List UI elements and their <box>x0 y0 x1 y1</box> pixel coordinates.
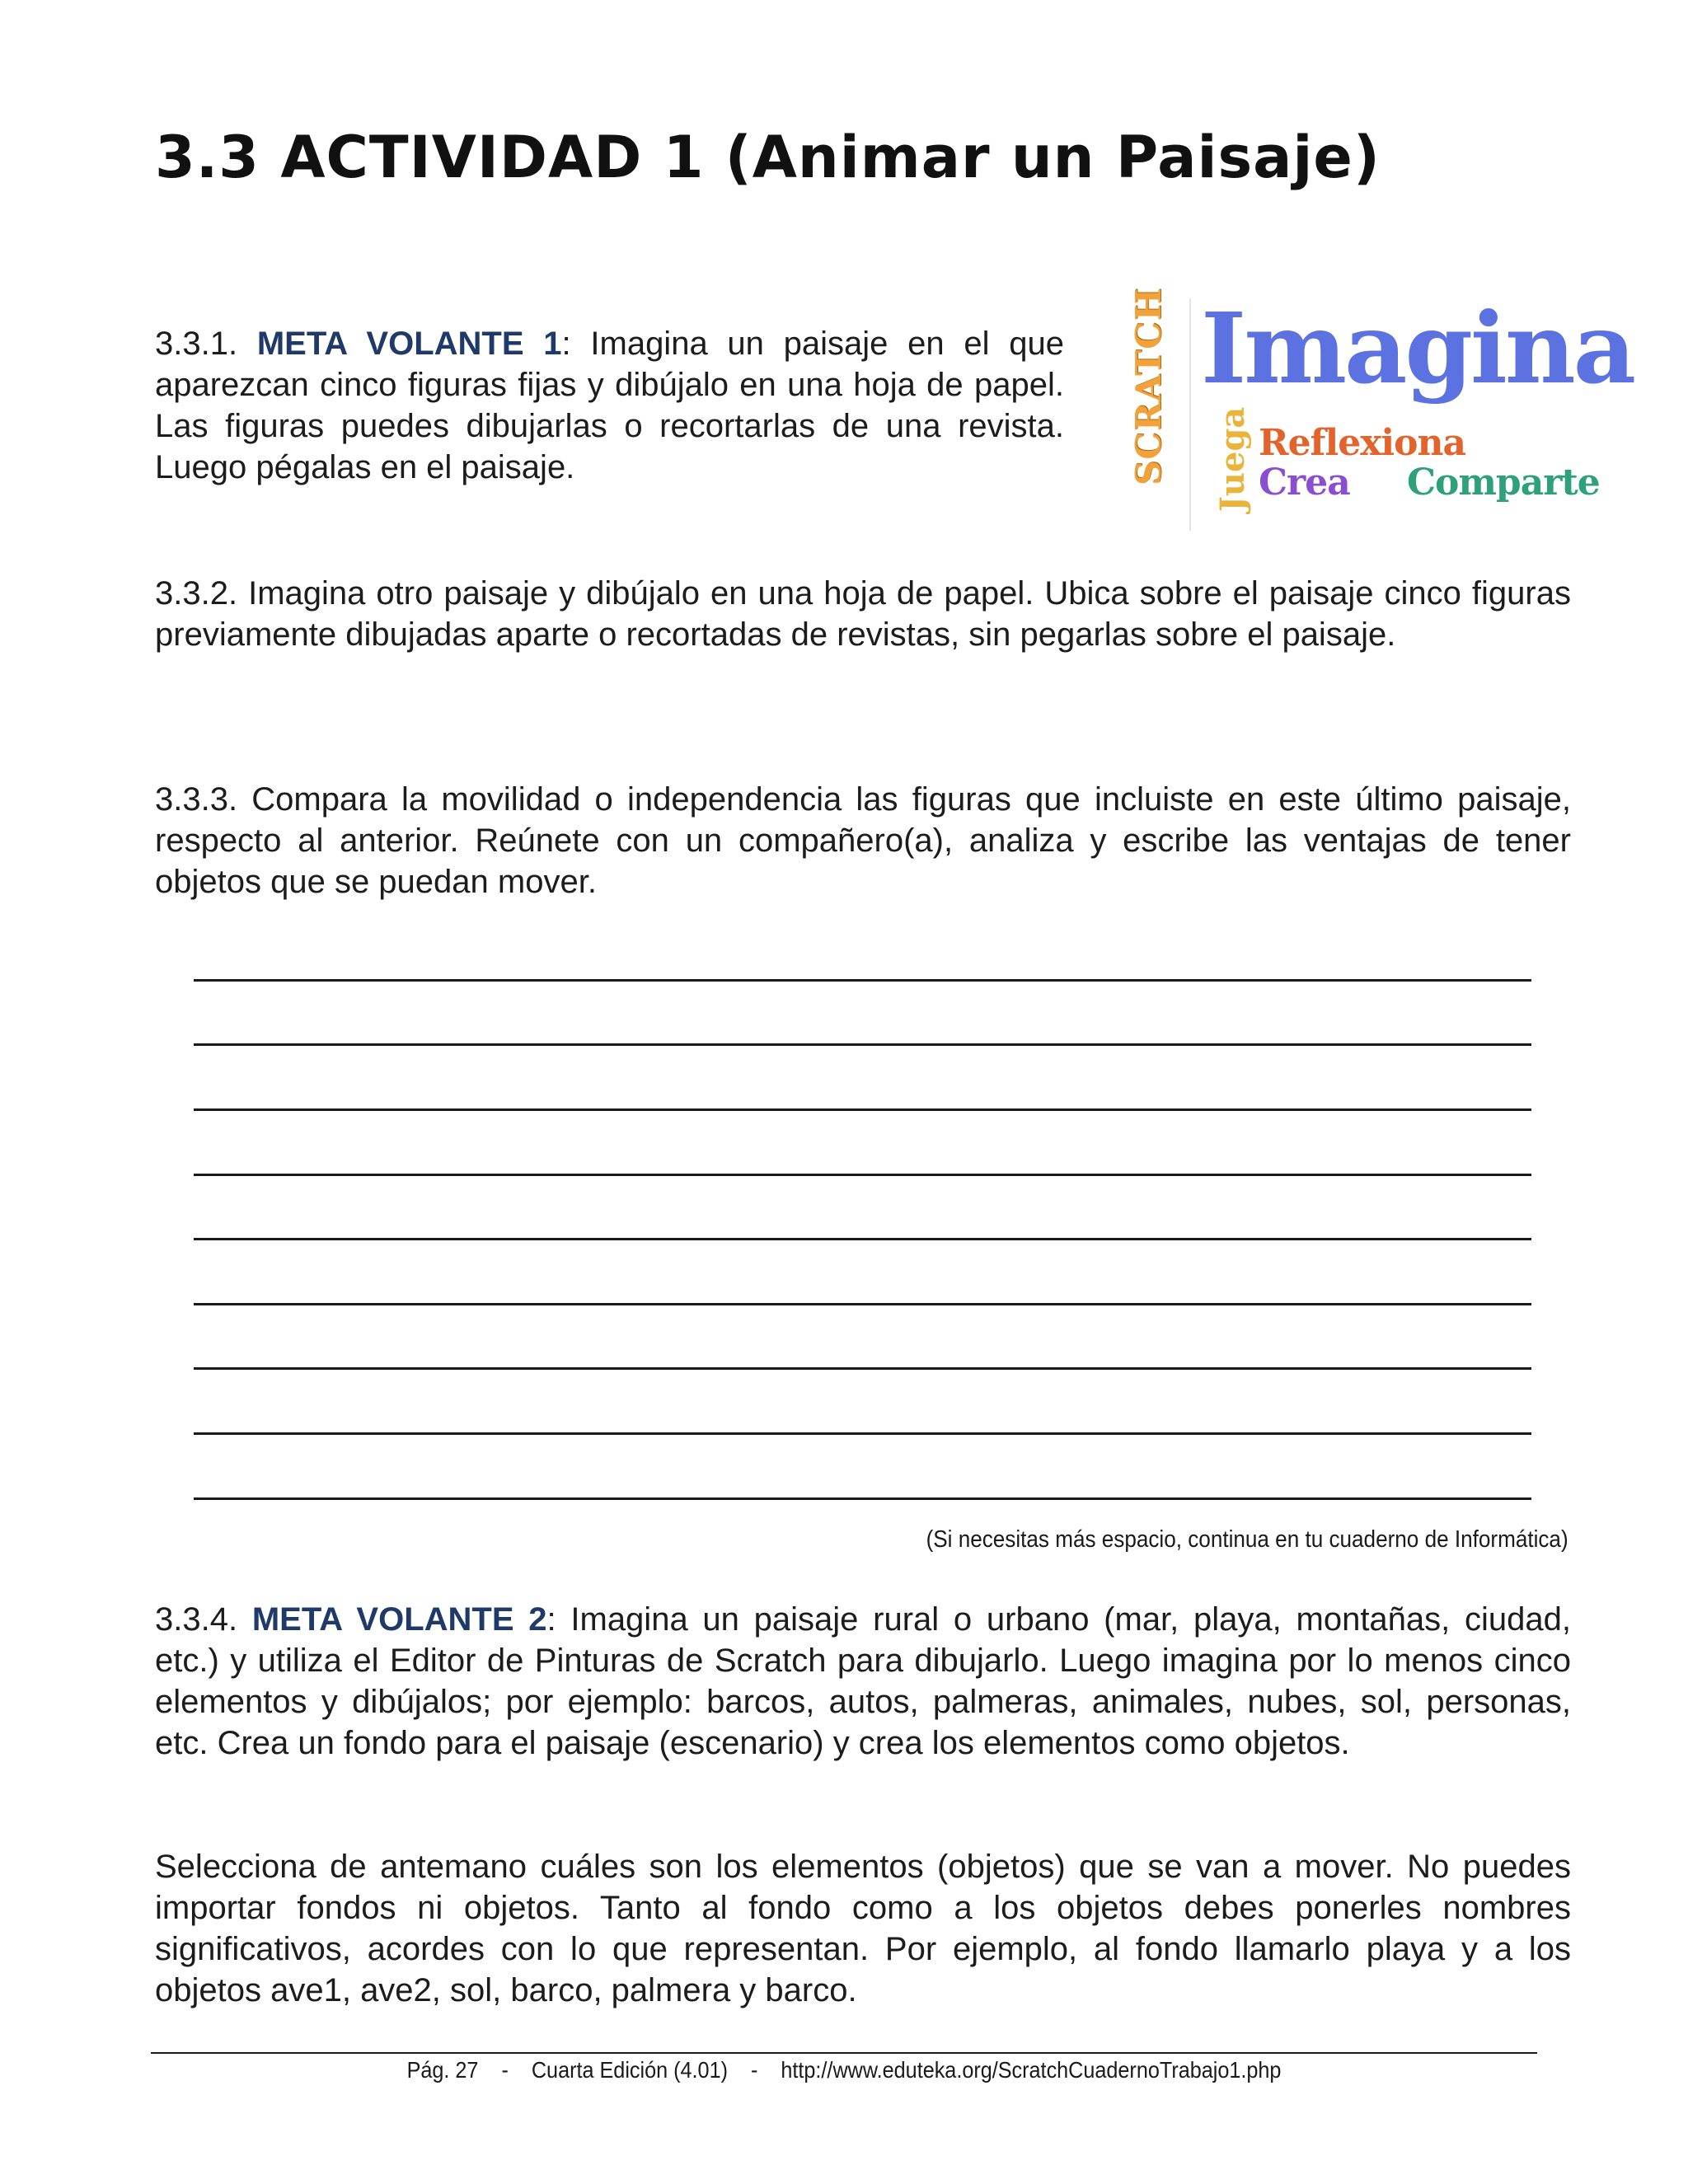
answer-line[interactable] <box>194 979 1531 982</box>
goal-label: META VOLANTE 1 <box>256 326 562 362</box>
imagina-logo <box>1117 287 1634 531</box>
section-text: : Imagina un paisaje rural o urbano (mar, playa, montañas, ciudad, etc.) y utiliza el Editor de Pinturas de Scratch para dibujarlo. Luego imagina por lo menos cinco elementos y dibújalos; por ejemplo: barcos, autos, palmeras, animales, nubes, sol, personas, etc. Crea un fondo para el paisaje (escenario) y crea los elementos como objetos. <box>155 1601 1571 1761</box>
answer-line[interactable] <box>194 1043 1531 1046</box>
section-3-3-3: 3.3.3. Compara la movilidad o independencia las figuras que incluiste en este último paisaje, respecto al anterior. Reúnete con un compañero(a), analiza y escribe las ventajas de tener objetos que se puedan mover. <box>155 781 1571 900</box>
footer-page-number: Pág. 27 <box>406 2057 479 2083</box>
section-text: : Imagina un paisaje en el que aparezcan cinco figuras fijas y dibújalo en una hoja de papel. Las figuras puedes dibujarlas o recortarlas de una revista. Luego pégalas en el paisaje. <box>155 326 1064 485</box>
answer-line[interactable] <box>194 1238 1531 1240</box>
answer-line[interactable] <box>194 1497 1531 1500</box>
section-number: 3.3.4. <box>155 1601 252 1638</box>
page-title: 3.3 ACTIVIDAD 1 (Animar un Paisaje) <box>155 124 1381 191</box>
section-3-3-2: 3.3.2. Imagina otro paisaje y dibújalo en una hoja de papel. Ubica sobre el paisaje cinco figuras previamente dibujadas aparte o recortadas de revistas, sin pegarlas sobre el paisaje. <box>155 575 1571 653</box>
logo-imagina-text: Imagina <box>1201 291 1634 405</box>
footer-divider <box>151 2052 1537 2054</box>
logo-reflexiona-text: Reflexiona <box>1259 422 1465 464</box>
page-footer <box>84 2057 1603 2083</box>
answer-line[interactable] <box>194 1367 1531 1370</box>
answer-line[interactable] <box>194 1108 1531 1111</box>
answer-line[interactable] <box>194 1303 1531 1305</box>
logo-comparte-text: Comparte <box>1407 462 1600 504</box>
section-3-3-1 <box>155 323 1064 488</box>
logo-crea-text: Crea <box>1259 462 1350 504</box>
section-3-3-4-paragraph-2: Selecciona de antemano cuáles son los elementos (objetos) que se van a mover. No puedes importar fondos ni objetos. Tanto al fondo como a los objetos debes ponerles nombres significativos, acordes con lo que representan. Por ejemplo, al fondo llamarlo playa y a los objetos ave1, ave2, sol, barco, palmera y barco. <box>155 1849 1571 2008</box>
footer-separator: - <box>750 2057 758 2083</box>
logo-divider <box>1189 298 1191 531</box>
section-3-3-4 <box>155 1599 1571 1764</box>
answer-line[interactable] <box>194 1174 1531 1176</box>
footer-url-link[interactable]: http://www.eduteka.org/ScratchCuadernoTrabajo1.php <box>781 2057 1282 2083</box>
logo-juega-text: Juega <box>1213 406 1252 512</box>
answer-space-note: (Si necesitas más espacio, continua en tu cuaderno de Informática) <box>926 1526 1568 1553</box>
footer-edition: Cuarta Edición (4.01) <box>531 2057 728 2083</box>
logo-scratch-text: SCRATCH <box>1128 287 1169 485</box>
answer-line[interactable] <box>194 1432 1531 1435</box>
section-number: 3.3.1. <box>155 326 257 362</box>
goal-label: META VOLANTE 2 <box>251 1601 547 1638</box>
footer-separator: - <box>501 2057 509 2083</box>
